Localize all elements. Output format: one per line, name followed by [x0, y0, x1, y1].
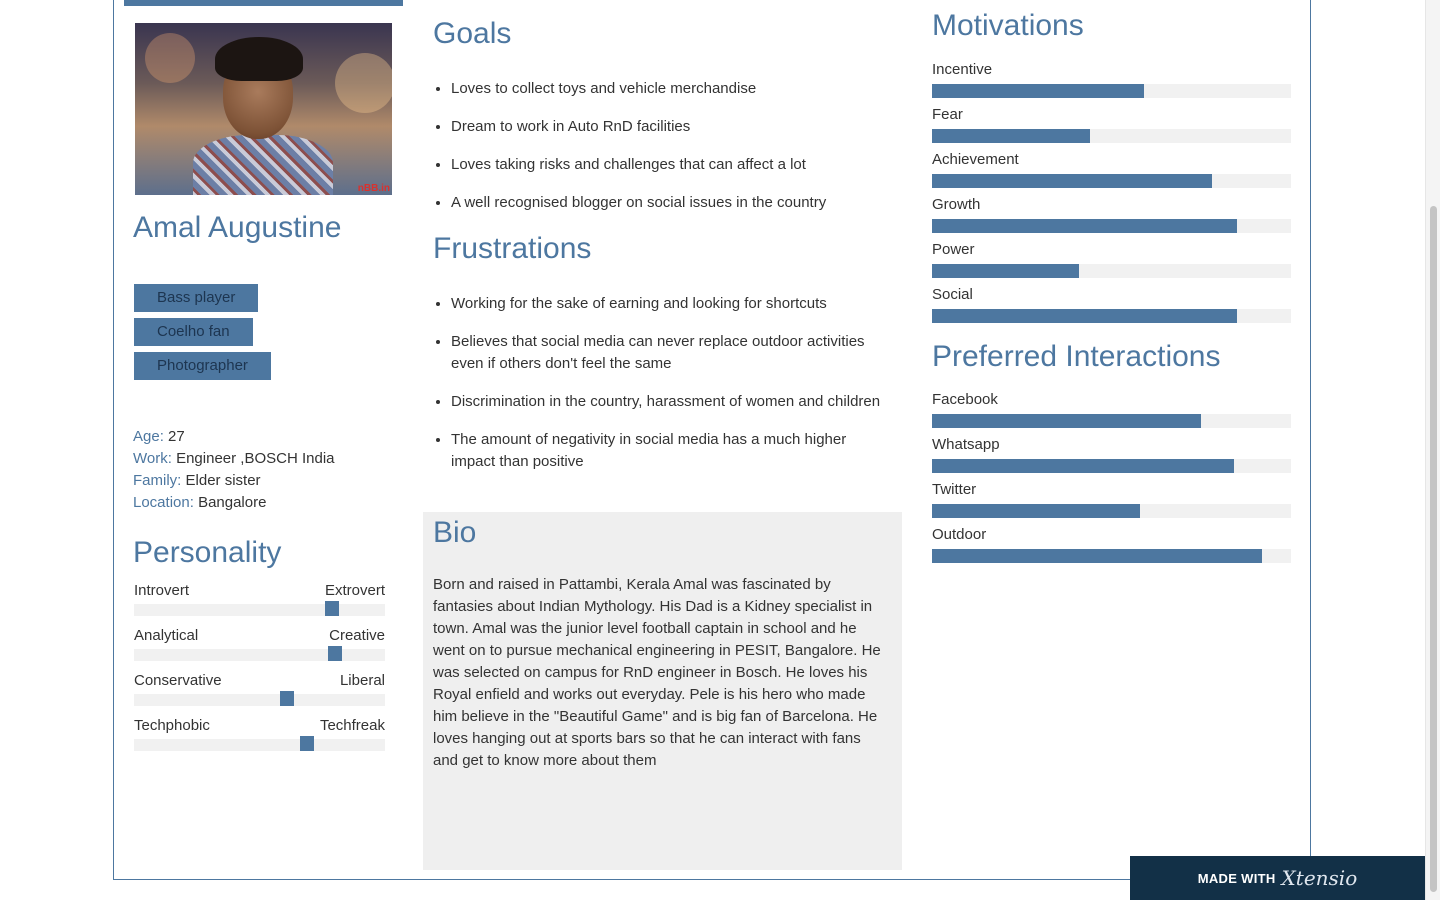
slider-left-label: Analytical	[134, 627, 199, 644]
bar-track	[932, 309, 1291, 323]
persona-photo	[135, 23, 392, 195]
slider-left-label: Introvert	[134, 582, 190, 599]
bar-track	[932, 129, 1291, 143]
personality-slider-introvert-extrovert	[134, 582, 385, 627]
bar-fill	[932, 459, 1234, 473]
tag-photographer[interactable]: Photographer	[134, 352, 271, 380]
top-accent-bar	[124, 0, 403, 6]
slider-thumb[interactable]	[325, 601, 339, 616]
goal-item: • Loves taking risks and challenges that can affect a lot	[451, 154, 891, 176]
interaction-bar-twitter	[932, 481, 1291, 521]
frustration-item: • The amount of negativity in social media has a much higher impact than positive	[451, 429, 891, 473]
motivation-bar-achievement	[932, 151, 1291, 191]
fact-label: Work:	[133, 450, 172, 467]
bar-label: Facebook	[932, 391, 998, 408]
frustrations-list	[433, 293, 891, 489]
interaction-bar-whatsapp	[932, 436, 1291, 476]
slider-left-label: Conservative	[134, 672, 222, 689]
slider-right-label: Creative	[329, 627, 385, 644]
frustration-item: • Believes that social media can never replace outdoor activities even if others don't feel the same	[451, 331, 891, 375]
fact-work	[133, 448, 335, 470]
motivation-bar-growth	[932, 196, 1291, 236]
bar-fill	[932, 504, 1140, 518]
slider-right-label: Extrovert	[324, 582, 385, 599]
bar-track	[932, 459, 1291, 473]
bio-title: Bio	[433, 516, 477, 549]
bar-track	[932, 414, 1291, 428]
bar-label: Twitter	[932, 481, 977, 498]
persona-name: Amal Augustine	[133, 211, 342, 244]
fact-label: Age:	[133, 428, 164, 445]
slider-track	[134, 604, 385, 616]
slider-thumb[interactable]	[300, 736, 314, 751]
personality-slider-analytical-creative	[134, 627, 385, 672]
goal-item: • A well recognised blogger on social issues in the country	[451, 192, 891, 214]
slider-track	[134, 739, 385, 751]
frustration-item: • Discrimination in the country, harassment of women and children	[451, 391, 891, 413]
bar-track	[932, 549, 1291, 563]
bar-label: Whatsapp	[932, 436, 1000, 453]
bar-fill	[932, 129, 1090, 143]
slider-right-label: Liberal	[339, 672, 385, 689]
bar-label: Achievement	[932, 151, 1019, 168]
bar-label: Fear	[932, 106, 963, 123]
bar-fill	[932, 264, 1079, 278]
goals-title: Goals	[433, 17, 512, 50]
interaction-bar-outdoor	[932, 526, 1291, 566]
tag-coelho-fan[interactable]: Coelho fan	[134, 318, 253, 346]
photo-hair	[215, 37, 303, 81]
photo-watermark: nBB.in	[357, 183, 390, 194]
motivation-bar-social	[932, 286, 1291, 326]
photo-shirt	[193, 135, 333, 195]
bar-fill	[932, 549, 1262, 563]
bar-fill	[932, 414, 1201, 428]
photo-bokeh	[145, 33, 195, 83]
personality-slider-techphobic-techfreak	[134, 717, 385, 762]
slider-thumb[interactable]	[280, 691, 294, 706]
motivation-bar-incentive	[932, 61, 1291, 101]
photo-bokeh	[335, 53, 392, 113]
slider-track	[134, 694, 385, 706]
bio-section	[423, 512, 902, 870]
fact-label: Location:	[133, 494, 194, 511]
slider-track	[134, 649, 385, 661]
persona-tags	[134, 284, 271, 386]
interaction-bar-facebook	[932, 391, 1291, 431]
fact-value: 27	[168, 428, 185, 445]
bar-label: Social	[932, 286, 973, 303]
bar-fill	[932, 219, 1237, 233]
personality-title: Personality	[133, 536, 282, 569]
motivation-bar-fear	[932, 106, 1291, 146]
fact-label: Family:	[133, 472, 182, 489]
xtensio-logo: Xtensio	[1281, 866, 1358, 890]
bio-text: Born and raised in Pattambi, Kerala Amal was fascinated by fantasies about Indian Mythology. His Dad is a Kidney specialist in town. Amal was the junior level football captain in school and he went on to pursue mechanical engineering in PESIT, Bangalore. He was selected on campus for RnD engineer in Bosch. He loves his Royal enfield and works out everyday. Pele is his hero who made him believe in the "Beautiful Game" and is big fan of Barcelona. He loves hanging out at sports bars so that he can interact with fans and get to know more about them	[433, 576, 881, 769]
fact-family	[133, 470, 335, 492]
goal-item: • Loves to collect toys and vehicle merchandise	[451, 78, 891, 100]
fact-value: Bangalore	[198, 494, 267, 511]
fact-location	[133, 492, 335, 514]
scrollbar-thumb[interactable]	[1430, 206, 1437, 892]
vertical-scrollbar[interactable]	[1425, 0, 1440, 900]
made-with-xtensio-badge[interactable]	[1130, 856, 1425, 900]
goal-item: • Dream to work in Auto RnD facilities	[451, 116, 891, 138]
bar-track	[932, 504, 1291, 518]
interactions-title: Preferred Interactions	[932, 340, 1221, 373]
bar-track	[932, 84, 1291, 98]
personality-slider-conservative-liberal	[134, 672, 385, 717]
made-with-text: MADE WITH	[1197, 870, 1276, 886]
bar-label: Incentive	[932, 61, 993, 78]
persona-facts	[133, 426, 335, 514]
bar-label: Outdoor	[932, 526, 987, 543]
slider-right-label: Techfreak	[319, 717, 385, 734]
bar-label: Power	[932, 241, 975, 258]
goals-list	[433, 78, 891, 230]
bar-fill	[932, 309, 1237, 323]
frustration-item: • Working for the sake of earning and looking for shortcuts	[451, 293, 891, 315]
bar-fill	[932, 174, 1212, 188]
tag-bass-player[interactable]: Bass player	[134, 284, 258, 312]
slider-thumb[interactable]	[328, 646, 342, 661]
fact-value: Engineer ,BOSCH India	[176, 450, 335, 467]
frustrations-title: Frustrations	[433, 232, 592, 265]
motivation-bar-power	[932, 241, 1291, 281]
bar-label: Growth	[932, 196, 981, 213]
bar-track	[932, 264, 1291, 278]
bar-track	[932, 219, 1291, 233]
bar-fill	[932, 84, 1144, 98]
bar-track	[932, 174, 1291, 188]
motivations-title: Motivations	[932, 9, 1084, 42]
fact-value: Elder sister	[185, 472, 261, 489]
fact-age	[133, 426, 335, 448]
slider-left-label: Techphobic	[134, 717, 210, 734]
